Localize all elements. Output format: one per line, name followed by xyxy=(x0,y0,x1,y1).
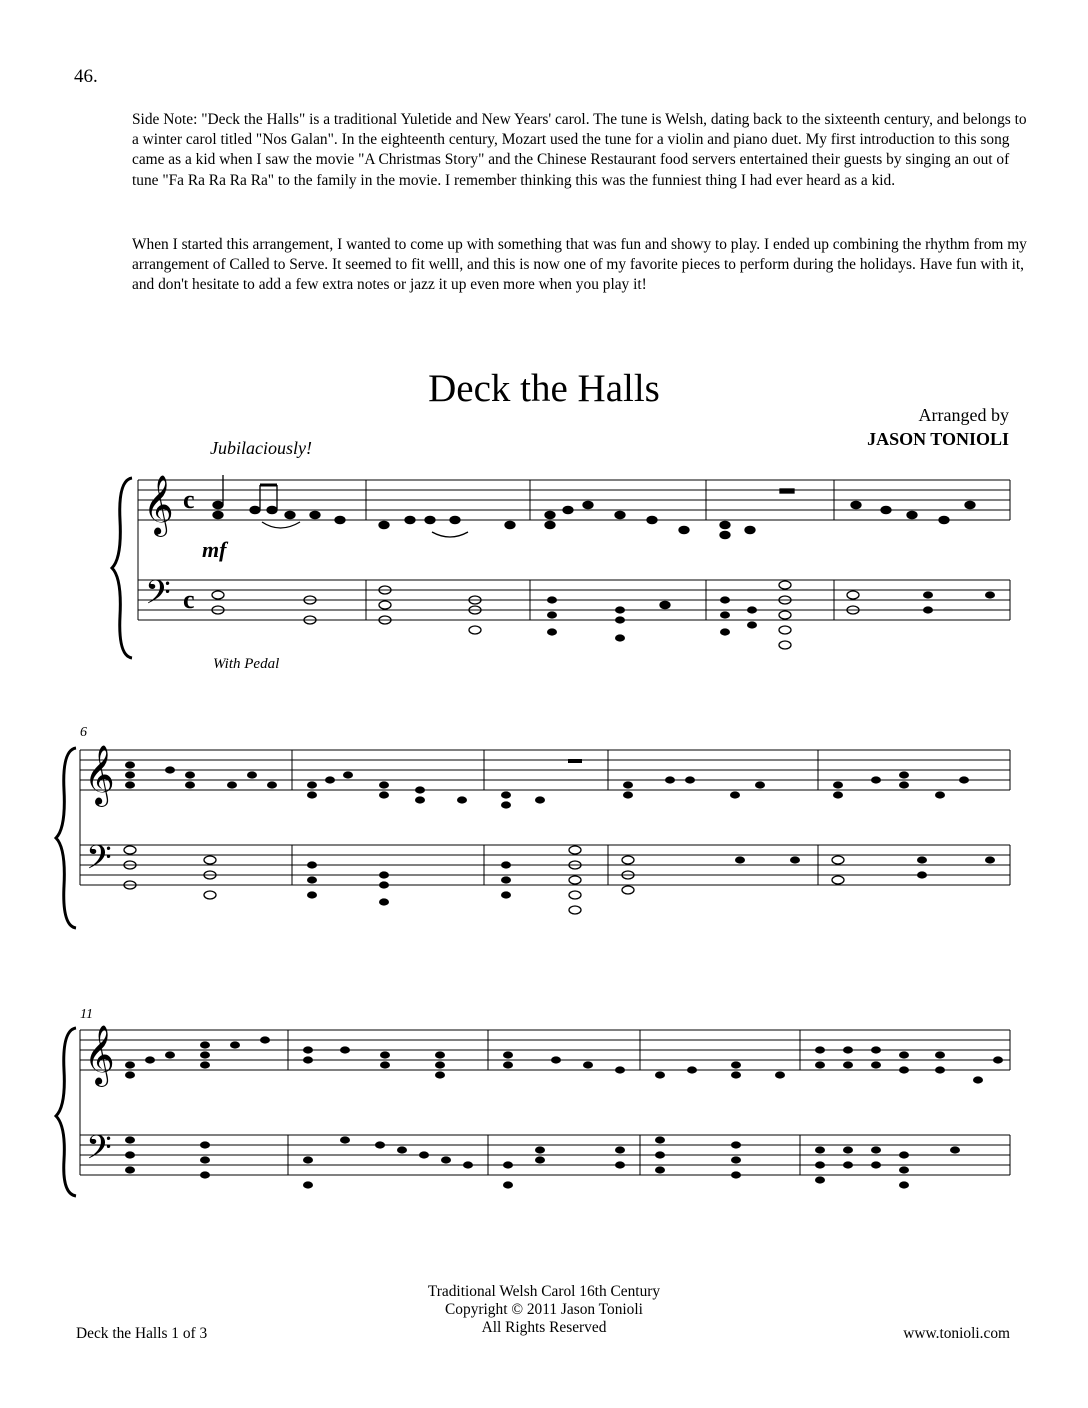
bass-chords-filled-2 xyxy=(307,856,995,905)
treble-staff-lines-2 xyxy=(80,750,1010,790)
score-system-2 xyxy=(0,720,1088,950)
bass-notes xyxy=(212,581,859,649)
bass-clef-icon: 𝄢 xyxy=(145,574,171,620)
side-note-paragraph-1 xyxy=(132,110,1027,191)
footer-copyright-line: Copyright © 2011 Jason Tonioli xyxy=(445,1301,643,1318)
bass-staff-lines-3 xyxy=(80,1135,1010,1175)
arranged-by-label: Arranged by xyxy=(918,405,1009,425)
grand-staff-brace xyxy=(112,478,132,658)
tempo-marking: Jubilaciously! xyxy=(210,438,312,458)
barlines xyxy=(138,480,1010,620)
treble-clef-icon-2: 𝄞 xyxy=(84,745,115,805)
grand-staff-brace-3 xyxy=(56,1028,76,1196)
treble-clef-icon-3: 𝄞 xyxy=(84,1025,115,1085)
footer-origin: Traditional Welsh Carol 16th Century xyxy=(427,1283,661,1300)
dynamic-marking: mf xyxy=(202,537,227,562)
pedal-marking: With Pedal xyxy=(213,656,280,672)
score-system-3 xyxy=(0,1000,1088,1200)
grand-staff-brace-2 xyxy=(56,748,76,928)
arranger-credit xyxy=(867,403,1009,451)
bass-staff-lines-2 xyxy=(80,845,1010,885)
score-title: Deck the Halls xyxy=(428,367,660,410)
side-note-text: Side Note: "Deck the Halls" is a traditional Yuletide and New Years' carol. The tune is Welsh, dating back to the sixteenth century, and belongs to a winter carol titled "Nos Galan". In the eighteenth century, Mozart used the tune for a violin and piano duet. My first introduction to this song came as a kid when I saw the movie "A Christmas Story" and the Chinese Restaurant food servers entertained their guests by singing an out of tune "Fa Ra Ra Ra Ra" to the family in the movie. I remember thinking this was the funniest thing I had ever heard as a kid. xyxy=(132,111,1027,189)
side-note-paragraph-2 xyxy=(132,235,1027,296)
measure-number-11: 11 xyxy=(80,1007,93,1022)
score-system-1 xyxy=(0,450,1088,690)
footer-rights: All Rights Reserved xyxy=(481,1319,607,1336)
treble-clef-icon: 𝄞 xyxy=(143,475,174,535)
arranger-name: JASON TONIOLI xyxy=(867,429,1009,449)
treble-staff-lines-3 xyxy=(80,1030,1010,1070)
treble-notes-2 xyxy=(125,759,969,809)
footer-page-info: Deck the Halls 1 of 3 xyxy=(76,1325,208,1342)
bass-clef-icon-3: 𝄢 xyxy=(86,1129,112,1175)
bass-chords-filled xyxy=(547,591,995,641)
bass-staff-lines xyxy=(138,580,1010,620)
arrangement-note-text: When I started this arrangement, I wanted to come up with something that was fun and showy to play. I ended up combining the rhythm from my arrangement of Called to Serve. It seemed to fit welll, and this is now one of my favorite pieces to perform during the holidays. Have fun with it, and don't hesitate to add a few extra notes or jazz it up even more when you play it! xyxy=(132,236,1027,294)
measure-number-6: 6 xyxy=(80,725,87,740)
footer-website: www.tonioli.com xyxy=(903,1325,1010,1342)
time-signature-bass: c xyxy=(183,585,195,614)
time-signature-treble: c xyxy=(183,485,195,514)
treble-notes xyxy=(213,475,975,539)
bass-clef-icon-2: 𝄢 xyxy=(86,839,112,885)
page-number: 46. xyxy=(74,66,98,87)
bass-notes-3 xyxy=(125,1136,960,1188)
barlines-3 xyxy=(80,1030,1010,1175)
